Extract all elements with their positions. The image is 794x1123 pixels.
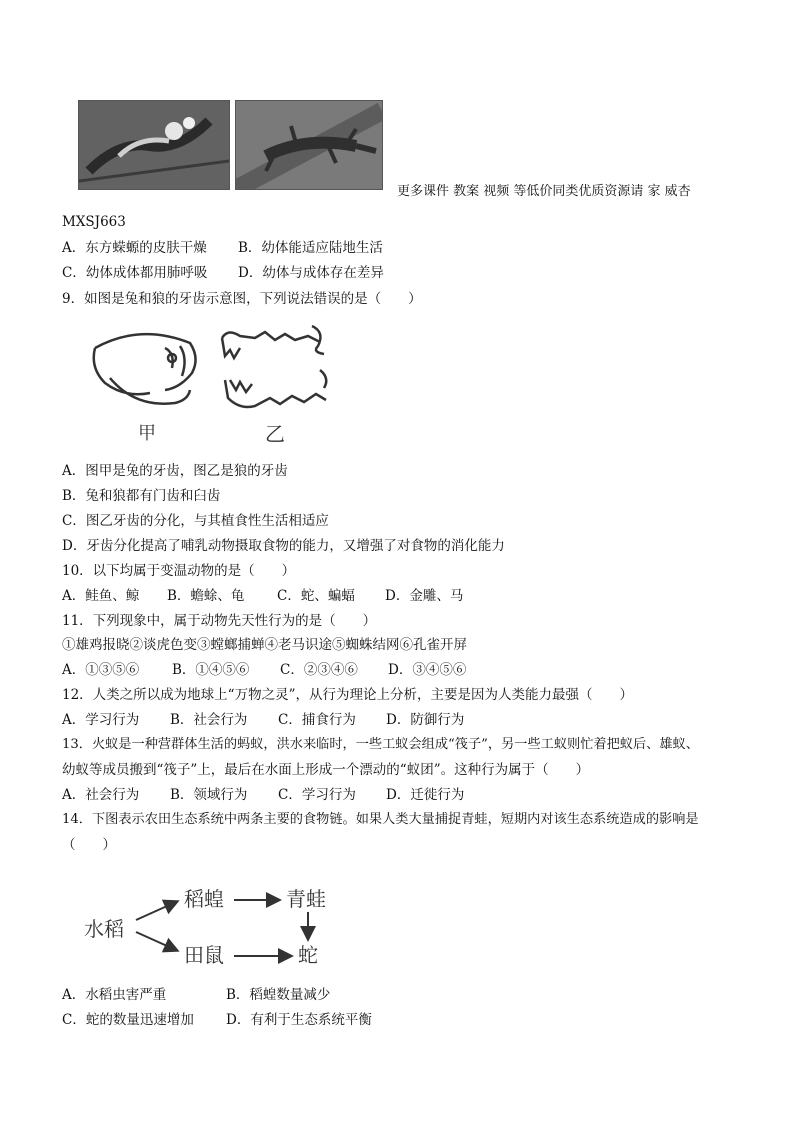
q14-option-c[interactable]: C．蛇的数量迅速增加 — [62, 1012, 194, 1028]
q11-items: ①雄鸡报晓②谈虎色变③螳螂捕蝉④老马识途⑤蜘蛛结网⑥孔雀开屏 — [62, 637, 467, 653]
q10-option-b[interactable]: B．蟾蜍、龟 — [167, 588, 245, 604]
node-rice: 水稻 — [84, 917, 124, 941]
q12-option-b[interactable]: B．社会行为 — [170, 712, 248, 728]
q8-options-row-1 — [62, 239, 383, 257]
node-frog: 青蛙 — [286, 887, 326, 911]
q8-option-a[interactable]: A．东方蝾螈的皮肤干燥 — [62, 240, 207, 256]
q10-options — [62, 587, 463, 605]
q9-option-b[interactable]: B．兔和狼都有门齿和臼齿 — [62, 488, 221, 504]
q11-option-d[interactable]: D．③④⑤⑥ — [388, 662, 467, 678]
arrow-rice-mouse — [136, 932, 176, 950]
q11-stem: 11．下列现象中，属于动物先天性行为的是（ ） — [62, 613, 377, 629]
q12-option-d[interactable]: D．防御行为 — [386, 712, 465, 728]
q13-option-a[interactable]: A．社会行为 — [62, 787, 140, 803]
figure-label-yi: 乙 — [265, 422, 285, 446]
node-snake: 蛇 — [298, 943, 318, 967]
q14-options-row-1 — [62, 986, 330, 1004]
q13-stem-line-2: 幼蚁等成员搬到“筏子”上，最后在水面上形成一个漂动的“蚁团”。这种行为属于（ ） — [62, 762, 590, 778]
q13-option-b[interactable]: B．领域行为 — [170, 787, 248, 803]
q12-option-c[interactable]: C．捕食行为 — [278, 712, 356, 728]
q12-option-a[interactable]: A．学习行为 — [62, 712, 140, 728]
code-line: MXSJ663 — [62, 214, 126, 230]
q13-options — [62, 786, 464, 804]
node-field-mouse: 田鼠 — [184, 943, 224, 967]
q8-option-c[interactable]: C．幼体成体都用肺呼吸 — [62, 265, 208, 281]
q9-option-c[interactable]: C．图乙牙齿的分化，与其植食性生活相适应 — [62, 513, 329, 529]
rabbit-skull-drawing — [94, 334, 196, 404]
q14-option-a[interactable]: A．水稻虫害严重 — [62, 987, 167, 1003]
q11-option-b[interactable]: B．①④⑤⑥ — [172, 662, 250, 678]
teeth-diagram — [80, 318, 340, 448]
q11-options — [62, 661, 466, 679]
q9-option-d[interactable]: D．牙齿分化提高了哺乳动物摄取食物的能力，又增强了对食物的消化能力 — [62, 538, 505, 554]
q14-stem-line-1: 14．下图表示农田生态系统中两条主要的食物链。如果人类大量捕捉青蛙，短期内对该生态系统造成的影响是 — [62, 812, 699, 827]
q9-stem: 9．如图是兔和狼的牙齿示意图，下列说法错误的是（ ） — [62, 291, 422, 307]
q8-option-b[interactable]: B．幼体能适应陆地生活 — [238, 240, 383, 256]
q10-option-c[interactable]: C．蛇、蝙蝠 — [277, 588, 355, 604]
arrow-rice-locust — [136, 902, 176, 920]
figure-label-jia: 甲 — [138, 423, 156, 444]
q9-option-a[interactable]: A．图甲是兔的牙齿，图乙是狼的牙齿 — [62, 463, 288, 479]
adult-photo — [235, 100, 383, 190]
q11-option-c[interactable]: C．②③④⑥ — [280, 662, 358, 678]
node-locust: 稻蝗 — [184, 887, 224, 911]
q10-option-a[interactable]: A．鲑鱼、鲸 — [62, 588, 140, 604]
q8-option-d[interactable]: D．幼体与成体存在差异 — [238, 265, 384, 281]
q13-stem-line-1: 13．火蚁是一种营群体生活的蚂蚁，洪水来临时，一些工蚁会组成“筏子”，另一些工蚁则忙着把蚁后、雄蚁、 — [62, 737, 699, 752]
food-web-diagram — [66, 862, 386, 982]
larva-photo — [78, 100, 230, 190]
ad-text: 更多课件 教案 视频 等低价同类优质资源请 家 威杏 — [397, 184, 691, 199]
q14-stem-line-2: （ ） — [62, 837, 116, 853]
q11-option-a[interactable]: A．①③⑤⑥ — [62, 662, 140, 678]
q12-stem: 12．人类之所以成为地球上“万物之灵”，从行为理论上分析，主要是因为人类能力最强（ ） — [62, 687, 633, 703]
q13-option-d[interactable]: D．迁徙行为 — [386, 787, 465, 803]
q14-option-d[interactable]: D．有利于生态系统平衡 — [226, 1012, 372, 1028]
q8-options-row-2 — [62, 264, 384, 282]
q14-options-row-2 — [62, 1011, 372, 1029]
q10-stem: 10．以下均属于变温动物的是（ ） — [62, 563, 296, 579]
q10-option-d[interactable]: D．金雕、马 — [385, 588, 464, 604]
q12-options — [62, 711, 464, 729]
wolf-teeth-drawing — [222, 326, 326, 407]
q13-option-c[interactable]: C．学习行为 — [278, 787, 356, 803]
q14-option-b[interactable]: B．稻蝗数量减少 — [226, 987, 331, 1003]
